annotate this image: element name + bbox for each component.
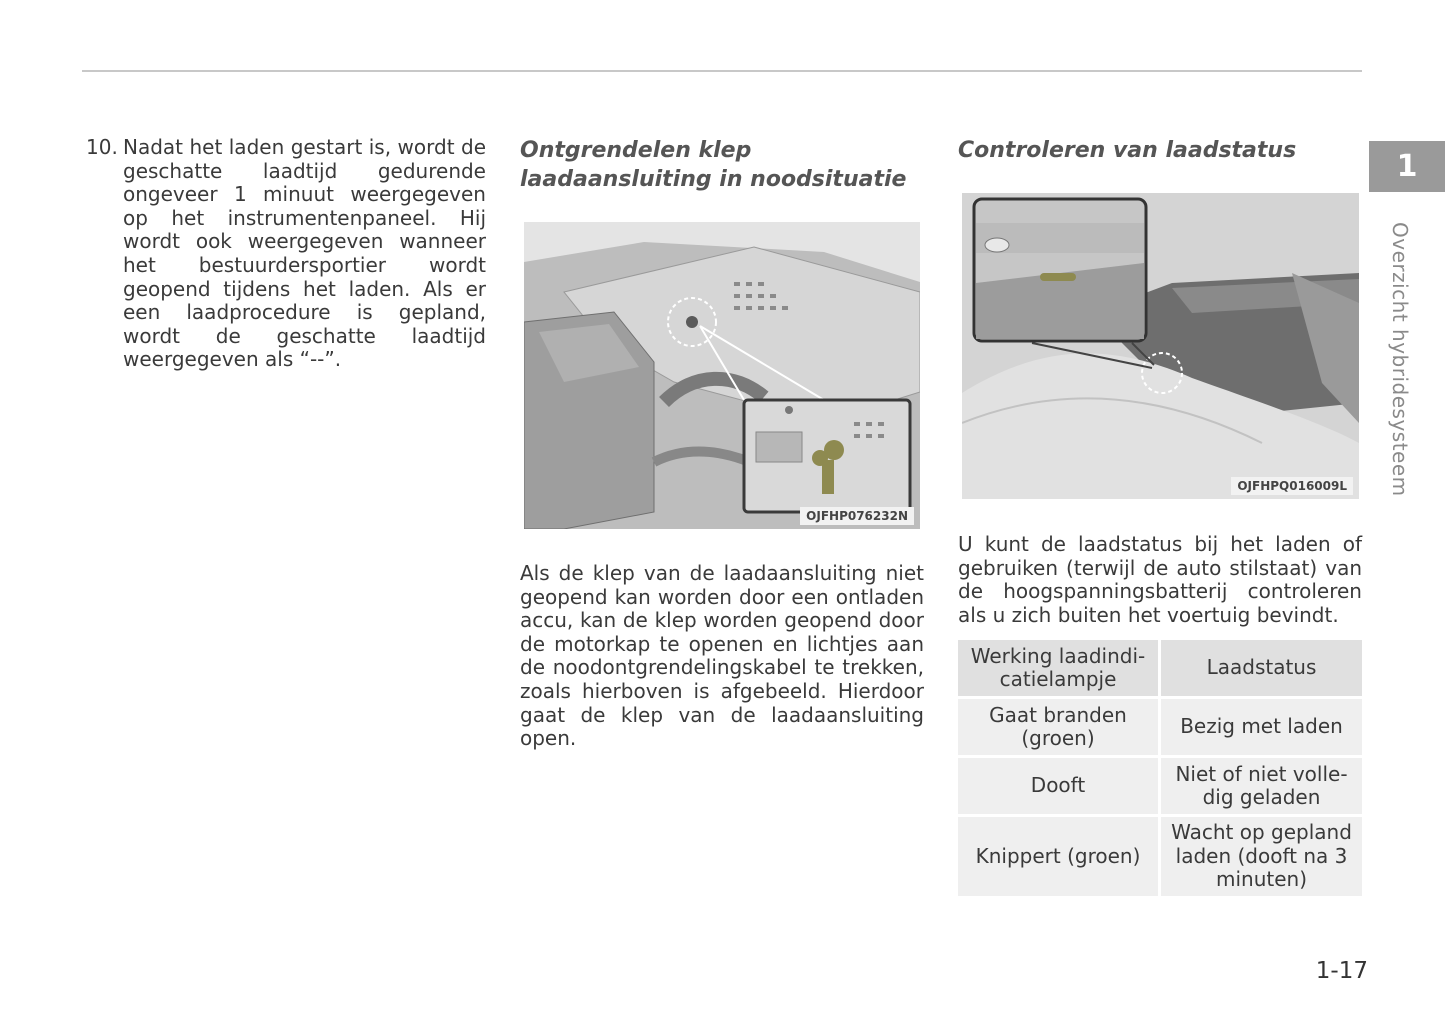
table-cell: Knippert (groen) [958,817,1161,899]
charge-indicator-illustration [962,193,1359,499]
table-row [958,817,1362,899]
table-cell: Dooft [958,758,1161,817]
step-item [86,136,486,372]
table-header-row [958,640,1362,699]
table-cell: Wacht op gepland laden (dooft na 3 minuten) [1161,817,1362,899]
figure-code: OJFHPQ016009L [1231,477,1353,495]
header-indicator: Werking laadindi-catielampje [958,640,1161,699]
status-heading: Controleren van laadstatus [958,138,1297,163]
header-status: Laadstatus [1161,640,1362,699]
emergency-text: Als de klep van de laadaansluiting niet geopend kan worden door een ontladen accu, kan de klep worden geopend door de motorkap te openen en lichtjes aan de noodontgrendelingskabel te trekken, zoals hierboven is afgebeeld. Hierdoor gaat de klep van de laadaansluiting open. [520,561,924,751]
table-cell: Niet of niet volle-dig geladen [1161,758,1362,817]
table-row [958,758,1362,817]
car-dashboard-drawing [962,193,1359,499]
charge-status-table [958,640,1362,899]
emergency-heading: Ontgrendelen klep laadaansluiting in noodsituatie [520,138,907,192]
figure-code: OJFHP076232N [800,507,914,525]
top-rule [82,70,1362,72]
section-tab: 1 [1369,141,1445,192]
table-row [958,699,1362,758]
status-text: U kunt de laadstatus bij het laden of gebruiken (terwijl de auto stilstaat) van de hoogspanningsbatterij controleren als u zich buiten het voertuig bevindt. [958,532,1362,627]
page-number: 1-17 [1315,958,1368,984]
chapter-label: Overzicht hybridesysteem [1388,222,1412,497]
engine-bay-drawing [524,222,920,529]
emergency-release-illustration [524,222,920,529]
table-cell: Gaat branden (groen) [958,699,1161,758]
step-number: 10. [86,135,118,159]
step-text: Nadat het laden gestart is, wordt de geschatte laadtijd gedurende ongeveer 1 minuut weergegeven op het instrumentenpaneel. Hij wordt ook weergegeven wanneer het bestuurdersportier wordt geopend tijdens het laden. Als er een laadprocedure is gepland, wordt de geschatte laadtijd weergegeven als “--”. [123,135,486,372]
step-list [86,136,486,372]
table-cell: Bezig met laden [1161,699,1362,758]
